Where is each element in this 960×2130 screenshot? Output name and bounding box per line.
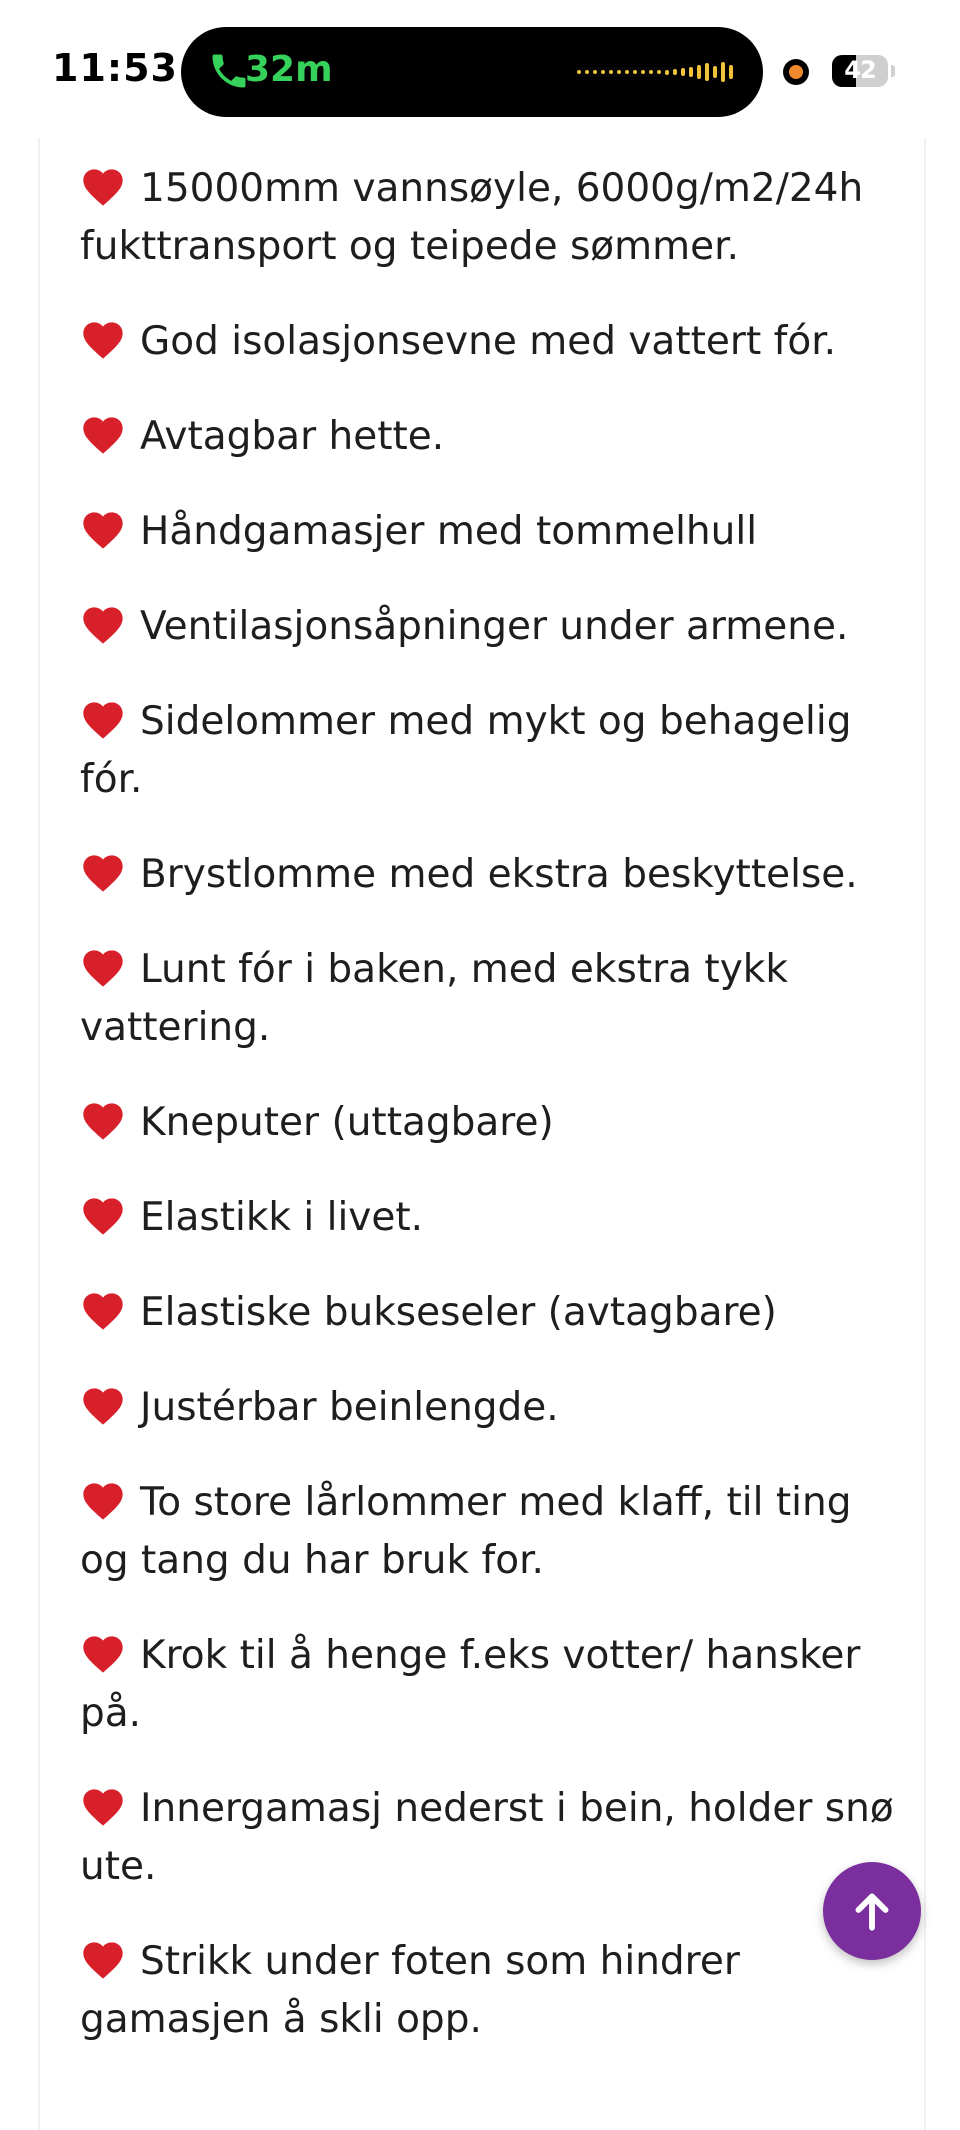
heart-icon: [80, 1289, 126, 1331]
arrow-up-icon: [847, 1886, 897, 1936]
heart-icon: [80, 413, 126, 455]
heart-icon: [80, 1938, 126, 1980]
feature-text: Ventilasjonsåpninger under armene.: [140, 604, 849, 649]
heart-icon: [80, 165, 126, 207]
dynamic-island-call[interactable]: [181, 27, 763, 117]
feature-text: Elastiske bukseseler (avtagbare): [140, 1290, 777, 1335]
scroll-to-top-button[interactable]: [823, 1862, 921, 1960]
heart-icon: [80, 1479, 126, 1521]
feature-text: Brystlomme med ekstra beskyttelse.: [140, 852, 858, 897]
feature-text: Håndgamasjer med tommelhull: [140, 509, 758, 554]
heart-icon: [80, 1194, 126, 1236]
battery-tip: [891, 65, 895, 77]
battery-percent: 42: [844, 56, 876, 84]
heart-icon: [80, 946, 126, 988]
feature-text: Krok til å henge f.eks votter/ hansker på.: [80, 1633, 861, 1736]
feature-item: [80, 1094, 900, 1152]
feature-item: [80, 941, 900, 1057]
feature-text: Sidelommer med mykt og behagelig fór.: [80, 699, 852, 802]
status-bar: [0, 0, 960, 138]
product-description-card: [38, 130, 926, 2130]
audio-waveform-icon: [577, 57, 733, 87]
status-time: 11:53: [52, 46, 178, 90]
feature-item: [80, 1474, 900, 1590]
feature-text: Elastikk i livet.: [140, 1195, 424, 1240]
heart-icon: [80, 851, 126, 893]
feature-item: [80, 1379, 900, 1437]
heart-icon: [80, 1384, 126, 1426]
feature-text: Strikk under foten som hindrer gamasjen å skli opp.: [80, 1939, 740, 2042]
call-duration: 32m: [245, 49, 333, 90]
feature-item: [80, 1627, 900, 1743]
feature-text: God isolasjonsevne med vattert fór.: [140, 319, 837, 364]
feature-text: Avtagbar hette.: [140, 414, 445, 459]
heart-icon: [80, 698, 126, 740]
heart-icon: [80, 508, 126, 550]
feature-item: [80, 846, 900, 904]
feature-item: [80, 503, 900, 561]
feature-text: To store lårlommer med klaff, til ting og tang du har bruk for.: [80, 1480, 852, 1583]
feature-text: 15000mm vannsøyle, 6000g/m2/24h fukttransport og teipede sømmer.: [80, 166, 864, 269]
feature-item: [80, 313, 900, 371]
feature-item: [80, 598, 900, 656]
feature-item: [80, 693, 900, 809]
feature-item: [80, 160, 900, 276]
feature-text: Justérbar beinlengde.: [140, 1385, 559, 1430]
battery-icon: [832, 55, 888, 87]
heart-icon: [80, 1099, 126, 1141]
feature-item: [80, 1284, 900, 1342]
heart-icon: [80, 318, 126, 360]
heart-icon: [80, 1632, 126, 1674]
heart-icon: [80, 603, 126, 645]
feature-text: Lunt fór i baken, med ekstra tykk vattering.: [80, 947, 788, 1050]
feature-list: [80, 160, 900, 2086]
feature-item: [80, 1933, 900, 2049]
feature-item: [80, 1189, 900, 1247]
heart-icon: [80, 1785, 126, 1827]
feature-item: [80, 1780, 900, 1896]
feature-item: [80, 408, 900, 466]
feature-text: Innergamasj nederst i bein, holder snø ute.: [80, 1786, 894, 1889]
feature-text: Kneputer (uttagbare): [140, 1100, 554, 1145]
microphone-indicator-icon: [783, 59, 809, 85]
